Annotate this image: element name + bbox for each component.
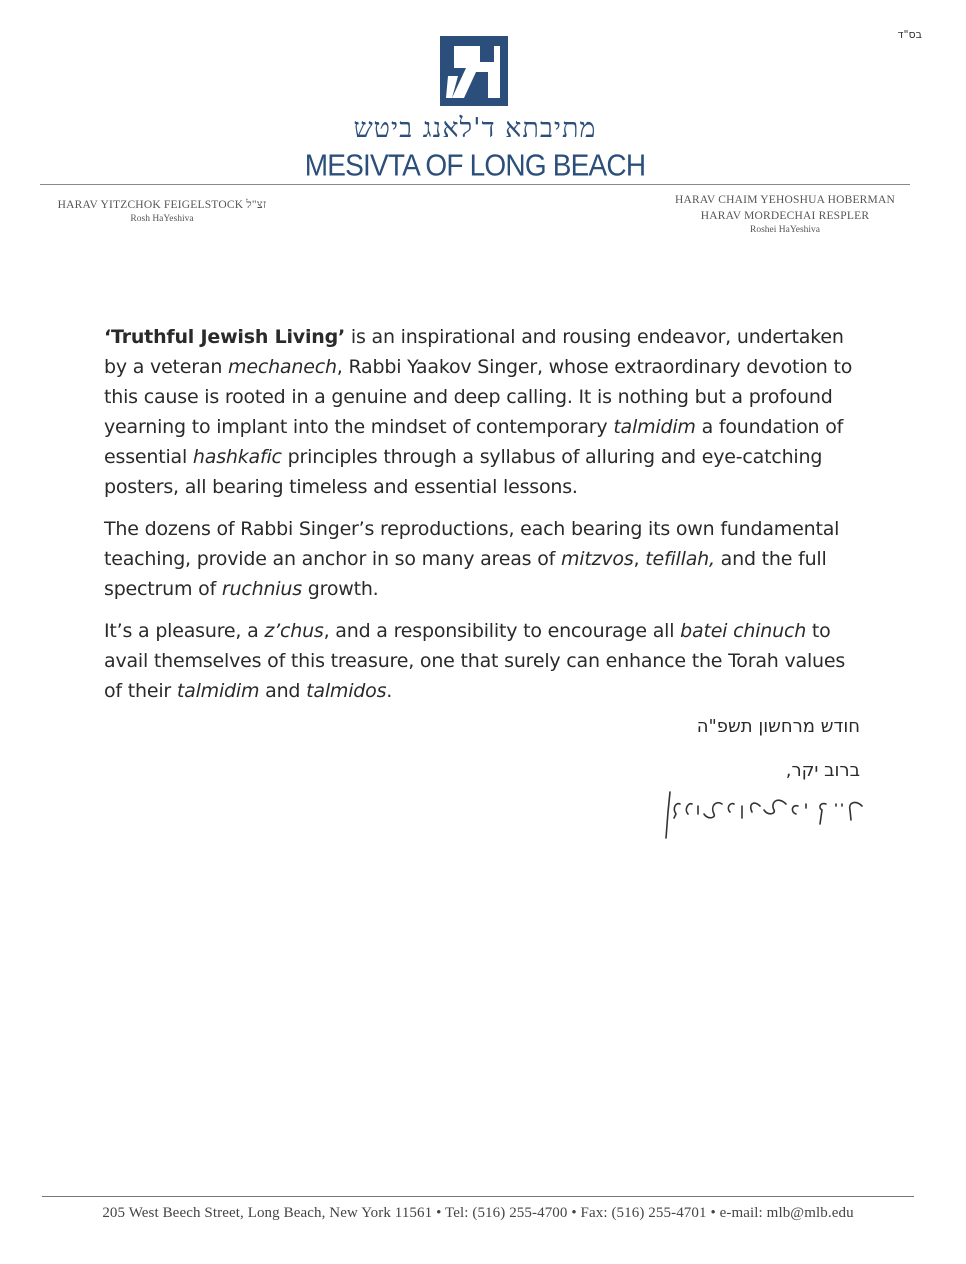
staff-role: Rosh HaYeshiva — [130, 214, 194, 224]
staff-role: Roshei HaYeshiva — [749, 225, 821, 235]
english-institution-name: MESIVTA OF LONG BEACH — [304, 148, 646, 183]
hebrew-institution-name: מתיבתא ד'לאנג ביטש — [353, 113, 597, 144]
roshei-hayeshiva-block — [660, 192, 910, 237]
letter-body — [104, 322, 864, 718]
closing-regards: ברוב יקר, — [785, 760, 860, 781]
paragraph-2: The dozens of Rabbi Singer’s reproductions, each bearing its own fundamental teaching, provide an anchor in so many areas of mitzvos, tefillah, and the full spectrum of ruchnius growth. — [104, 518, 840, 600]
handwritten-signature — [650, 784, 870, 844]
footer-contact-info: 205 West Beech Street, Long Beach, New York 11561 • Tel: (516) 255-4700 • Fax: (516) 255-4701 • e-mail: mlb@mlb.edu — [102, 1205, 854, 1221]
header-divider — [40, 184, 910, 185]
staff-name: HARAV CHAIM YEHOSHUA HOBERMAN — [675, 194, 895, 206]
mesivta-logo-icon — [440, 36, 508, 106]
footer-divider — [42, 1196, 914, 1197]
bsd-mark: בס"ד — [897, 28, 922, 41]
staff-name: HARAV YITZCHOK FEIGELSTOCK זצ"ל — [57, 199, 267, 211]
letter-date: חודש מרחשון תשפ"ה — [696, 716, 860, 737]
paragraph-3: It’s a pleasure, a z’chus, and a responsibility to encourage all batei chinuch to avail themselves of this treasure, one that surely can enhance the Torah values of their talmidim and talmidos. — [104, 620, 846, 702]
staff-name: HARAV MORDECHAI RESPLER — [700, 210, 870, 222]
paragraph-1: ‘Truthful Jewish Living’ is an inspirational and rousing endeavor, undertaken by a veteran mechanech, Rabbi Yaakov Singer, whose extraordinary devotion to this cause is rooted in a genuine and deep calling. It is nothing but a profound yearning to implant into the mindset of contemporary talmidim a foundation of essential hashkafic principles through a syllabus of alluring and eye-catching posters, all bearing timeless and essential lessons. — [104, 326, 853, 498]
rosh-hayeshiva-block — [42, 197, 282, 226]
project-title: ‘Truthful Jewish Living’ — [104, 326, 346, 348]
